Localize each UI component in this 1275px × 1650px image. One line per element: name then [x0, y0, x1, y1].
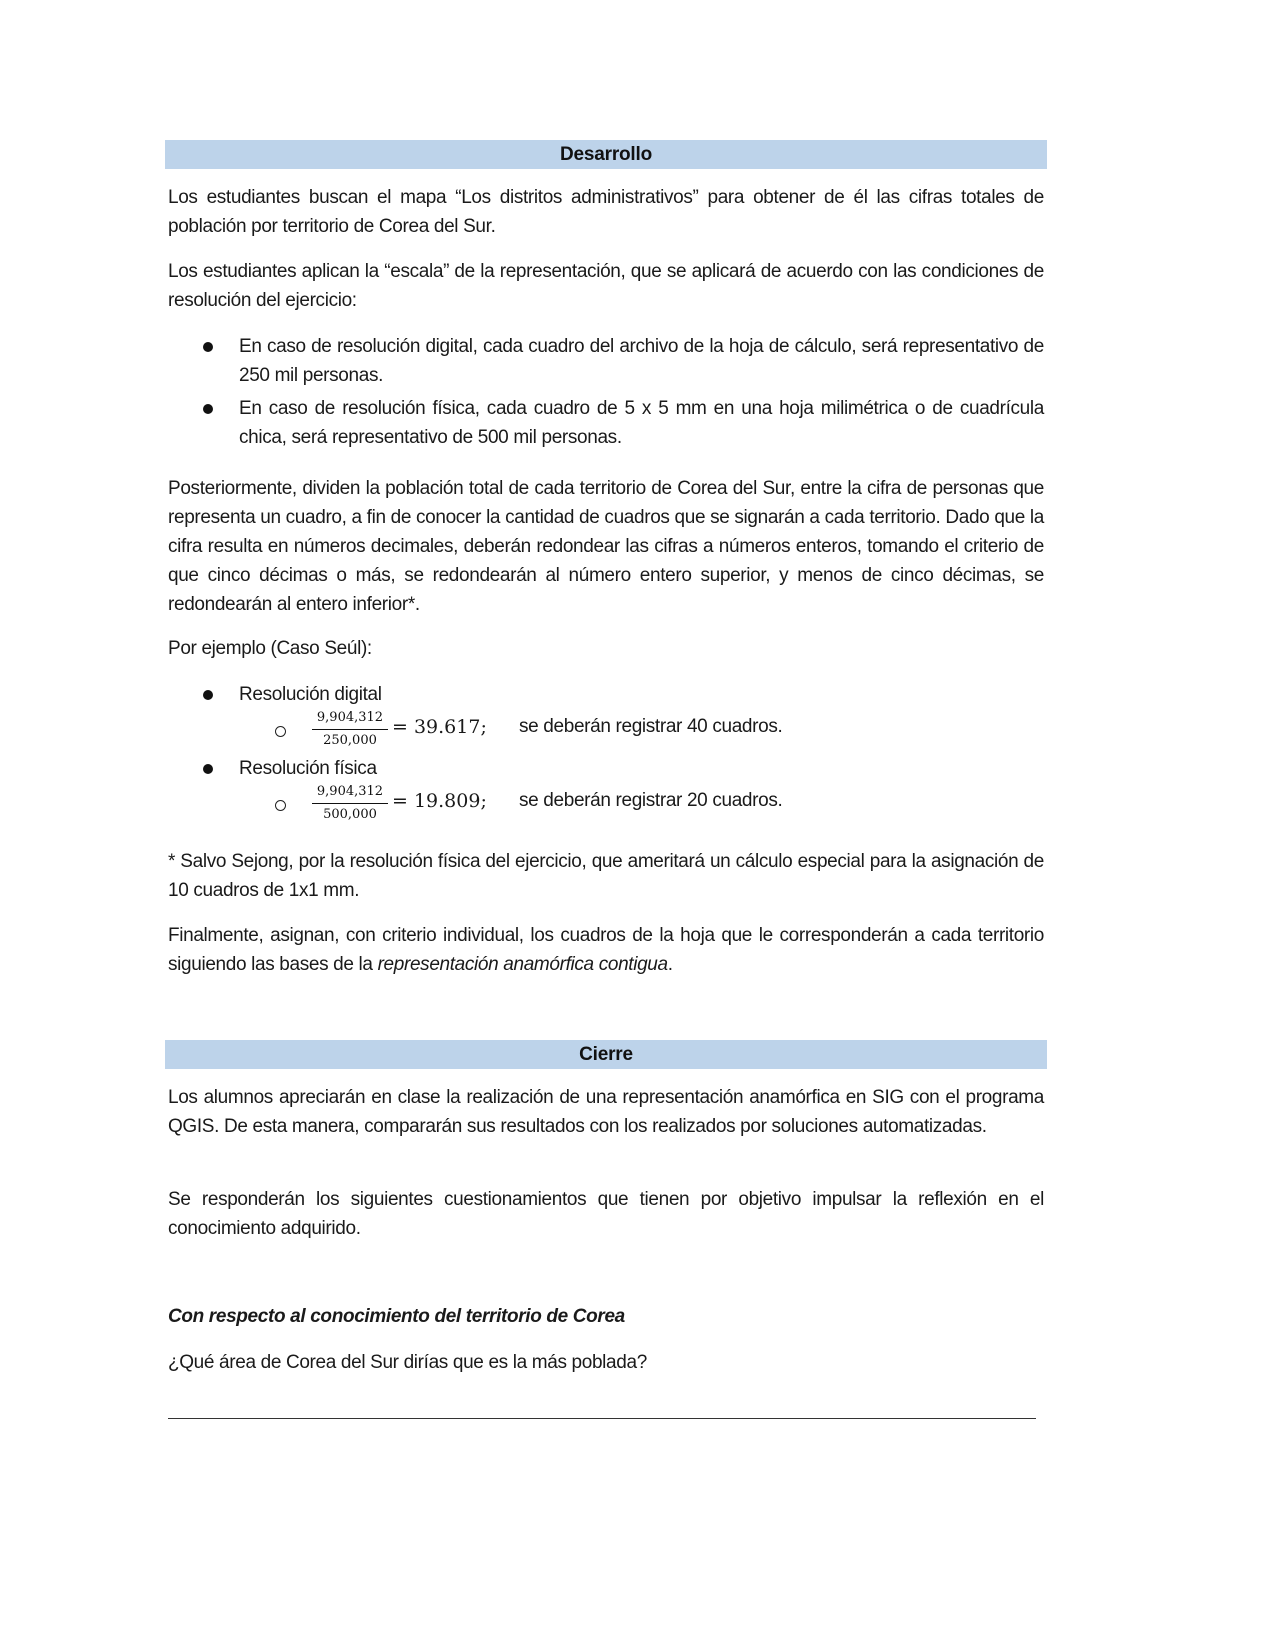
- example-label-digital: Resolución digital: [239, 684, 382, 705]
- bullet-icon: [203, 342, 213, 352]
- paragraph-desarrollo-2: Los estudiantes aplican la “escala” de la representación, que se aplicará de acuerdo con las condiciones de resolución del ejercicio:: [168, 261, 1044, 311]
- example-label-fisica: Resolución física: [239, 758, 377, 779]
- subheading-territorio: Con respecto al conocimiento del territorio de Corea: [168, 1306, 625, 1327]
- conclusion-digital: se deberán registrar 40 cuadros.: [519, 716, 783, 737]
- example-intro: Por ejemplo (Caso Seúl):: [168, 638, 372, 659]
- paragraph-cierre-1: Los alumnos apreciarán en clase la realización de una representación anamórfica en SIG con el programa QGIS. De esta manera, compararán sus resultados con los realizados por soluciones automatizadas.: [168, 1087, 1044, 1137]
- fraction-denominator: 500,000: [323, 807, 377, 822]
- bullet-icon: [203, 764, 213, 774]
- paragraph-end: .: [667, 954, 673, 975]
- list-item-digital: En caso de resolución digital, cada cuadro del archivo de la hoja de cálculo, será representativo de 250 mil personas.: [239, 336, 1044, 386]
- paragraph-desarrollo-1: Los estudiantes buscan el mapa “Los distritos administrativos” para obtener de él las cifras totales de población por territorio de Corea del Sur.: [168, 187, 1044, 237]
- bullet-icon: [203, 404, 213, 414]
- fraction-bar: [312, 729, 388, 730]
- answer-line[interactable]: [168, 1418, 1036, 1419]
- footnote: * Salvo Sejong, por la resolución física del ejercicio, que ameritará un cálculo especial para la asignación de 10 cuadros de 1x1 mm.: [168, 851, 1044, 901]
- fraction-bar: [312, 803, 388, 804]
- paragraph-desarrollo-4: [168, 921, 1044, 979]
- fraction-fisica: [312, 783, 388, 824]
- sub-bullet-icon: [275, 800, 286, 811]
- fraction-numerator: 9,904,312: [316, 710, 384, 725]
- question-1: ¿Qué área de Corea del Sur dirías que es la más poblada?: [168, 1352, 647, 1373]
- section-header-cierre: Cierre: [165, 1040, 1047, 1069]
- italic-term: representación anamórfica contigua: [377, 954, 668, 975]
- conclusion-fisica: se deberán registrar 20 cuadros.: [519, 790, 783, 811]
- list-item-fisica: En caso de resolución física, cada cuadro de 5 x 5 mm en una hoja milimétrica o de cuadrícula chica, será representativo de 500 mil personas.: [239, 398, 1044, 448]
- paragraph-cierre-2: Se responderán los siguientes cuestionamientos que tienen por objetivo impulsar la reflexión en el conocimiento adquirido.: [168, 1189, 1044, 1239]
- paragraph-desarrollo-3: Posteriormente, dividen la población total de cada territorio de Corea del Sur, entre la cifra de personas que representa un cuadro, a fin de conocer la cantidad de cuadros que se signarán a cada territorio. Dado que la cifra resulta en números decimales, deberán redondear las cifras a números enteros, tomando el criterio de que cinco décimas o más, se redondearán al número entero superior, y menos de cinco décimas, se redondearán al entero inferior*.: [168, 478, 1044, 615]
- section-header-desarrollo: Desarrollo: [165, 140, 1047, 169]
- bullet-icon: [203, 690, 213, 700]
- paragraph-text: Finalmente, asignan, con criterio individual, los cuadros de la hoja que le corresponderán a cada territorio siguiendo las bases de la: [168, 925, 1044, 975]
- result-fisica: = 19.809;: [392, 790, 487, 812]
- sub-bullet-icon: [275, 726, 286, 737]
- fraction-digital: [312, 709, 388, 750]
- fraction-denominator: 250,000: [323, 733, 377, 748]
- result-digital: = 39.617;: [392, 716, 487, 738]
- fraction-numerator: 9,904,312: [316, 784, 384, 799]
